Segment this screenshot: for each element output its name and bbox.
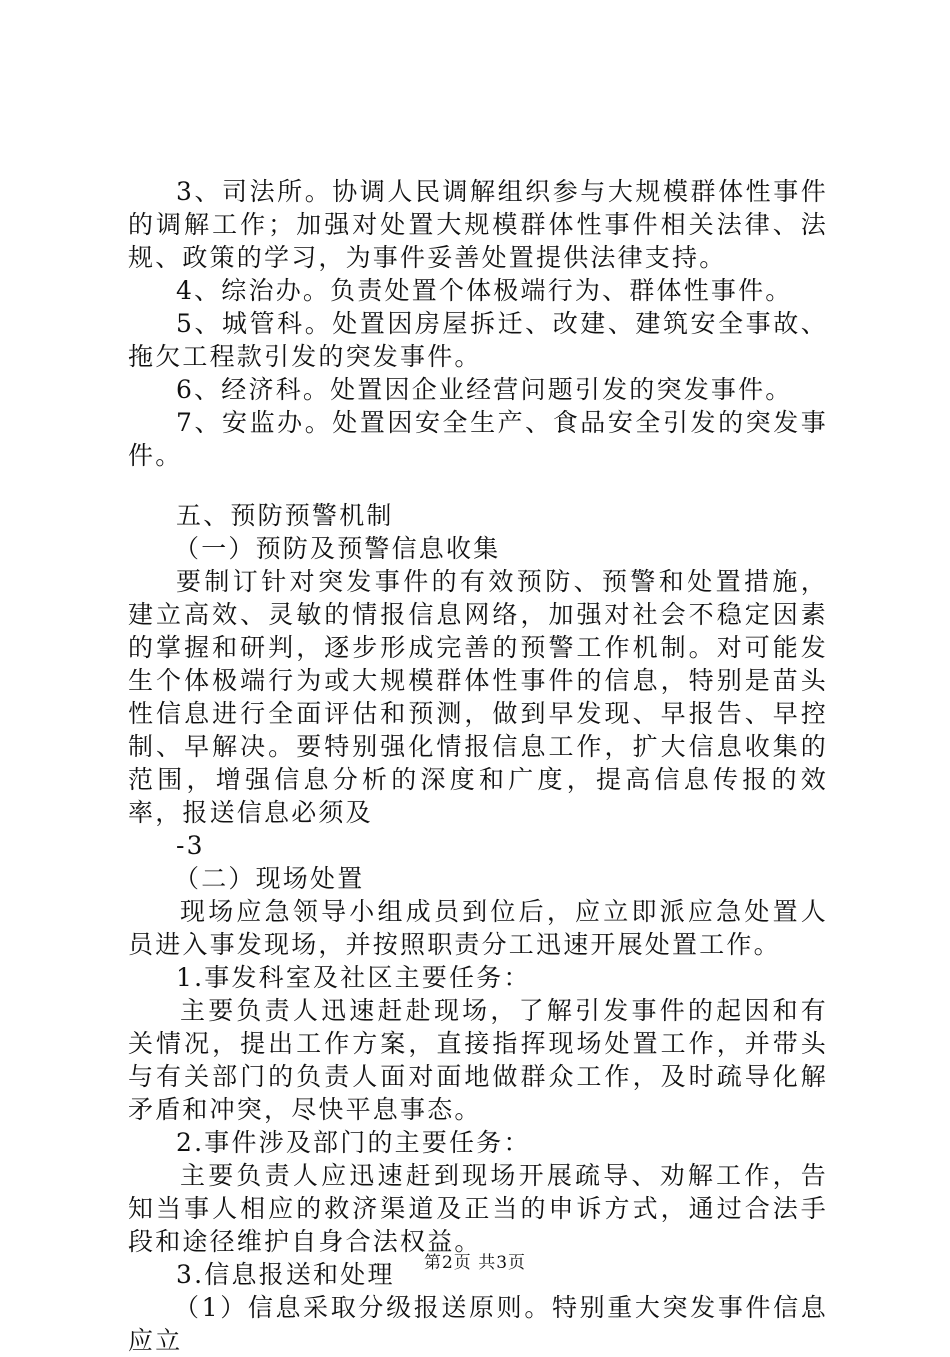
paragraph-safety-office: 7、安监办。处置因安全生产、食品安全引发的突发事件。	[128, 408, 828, 470]
item-heading-department-tasks: 1.事发科室及社区主要任务：	[176, 963, 531, 992]
item-heading-info-reporting: 3.信息报送和处理	[176, 1260, 395, 1289]
paragraph-department-tasks: 主要负责人迅速赶赴现场，了解引发事件的起因和有关情况，提出工作方案，直接指挥现场处置工作，并带头与有关部门的负责人面对面地做群众工作，及时疏导化解矛盾和冲突，尽快平息事态。	[128, 996, 828, 1124]
paragraph-info-collection: 要制订针对突发事件的有效预防、预警和处置措施，建立高效、灵敏的情报信息网络，加强对社会不稳定因素的掌握和研判，逐步形成完善的预警工作机制。对可能发生个体极端行为或大规模群体性事件的信息，特别是苗头性信息进行全面评估和预测，做到早发现、早报告、早控制、早解决。要特别强化情报信息工作，扩大信息收集的范围，增强信息分析的深度和广度，提高信息传报的效率，报送信息必须及	[128, 567, 828, 827]
paragraph-economic-section: 6、经济科。处置因企业经营问题引发的突发事件。	[176, 375, 793, 404]
item-heading-involved-tasks: 2.事件涉及部门的主要任务：	[176, 1128, 531, 1157]
paragraph-urban-management: 5、城管科。处置因房屋拆迁、改建、建筑安全事故、拖欠工程款引发的突发事件。	[128, 309, 828, 371]
paragraph-involved-tasks: 主要负责人应迅速赶到现场开展疏导、劝解工作，告知当事人相应的救济渠道及正当的申诉方式，通过合法手段和途径维护自身合法权益。	[128, 1161, 828, 1256]
paragraph-info-reporting-1: （1）信息采取分级报送原则。特别重大突发事件信息应立	[128, 1293, 828, 1355]
subsection-heading-onsite: （二）现场处置	[174, 864, 365, 893]
paragraph-judicial-office: 3、司法所。协调人民调解组织参与大规模群体性事件的调解工作；加强对处置大规模群体性事件相关法律、法规、政策的学习，为事件妥善处置提供法律支持。	[128, 177, 828, 272]
page-footer: 第2页 共3页	[423, 1253, 527, 1273]
section-heading-prevention: 五、预防预警机制	[176, 501, 394, 530]
paragraph-onsite: 现场应急领导小组成员到位后，应立即派应急处置人员进入事发现场，并按照职责分工迅速开展处置工作。	[128, 897, 828, 959]
page-marker: -3	[176, 831, 205, 860]
document-body	[128, 175, 828, 1357]
paragraph-comprehensive-office: 4、综治办。负责处置个体极端行为、群体性事件。	[176, 276, 793, 305]
subsection-heading-info-collection: （一）预防及预警信息收集	[174, 534, 501, 563]
section-spacer	[128, 472, 828, 499]
